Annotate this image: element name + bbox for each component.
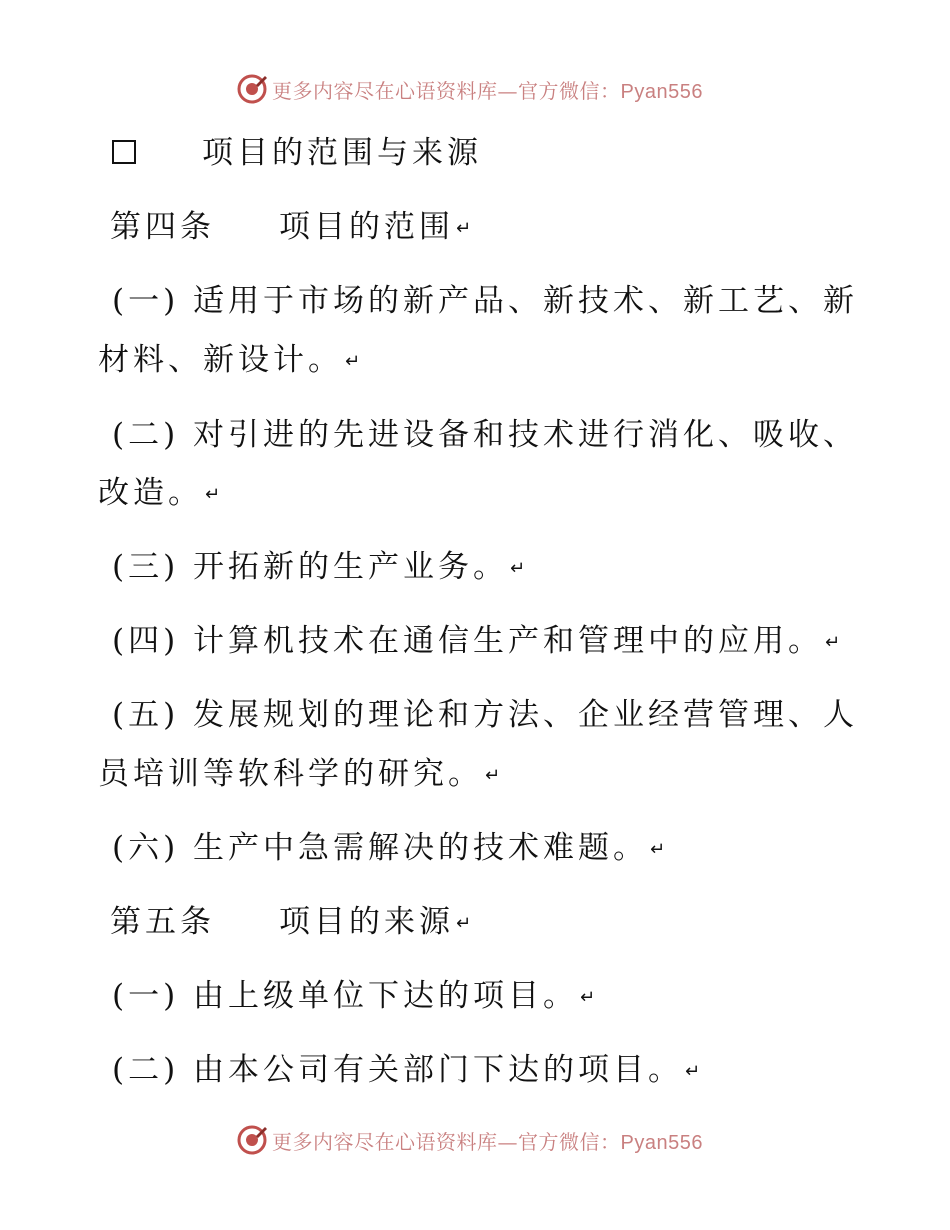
list-item-continuation: 材料、新设计。 ↵: [98, 342, 361, 378]
list-item: (二) 由本公司有关部门下达的项目。 ↵: [112, 1052, 701, 1088]
article-5-heading: 第五条 项目的来源 ↵: [110, 904, 472, 940]
paragraph-mark-icon: ↵: [345, 351, 361, 372]
list-item: (一) 适用于市场的新产品、新技术、新工艺、新: [112, 283, 859, 319]
paragraph-mark-icon: ↵: [510, 558, 526, 579]
list-item-continuation: 员培训等软科学的研究。 ↵: [98, 756, 501, 792]
paragraph-mark-icon: ↵: [580, 987, 596, 1008]
empty-checkbox-icon: [112, 140, 136, 164]
list-item: (三) 开拓新的生产业务。 ↵: [112, 549, 526, 585]
list-item: (四) 计算机技术在通信生产和管理中的应用。 ↵: [112, 623, 841, 659]
watermark-text: 更多内容尽在心语资料库—官方微信：Pyan556: [272, 79, 703, 103]
pen-seal-icon: [236, 1124, 268, 1156]
list-item: (六) 生产中急需解决的技术难题。 ↵: [112, 830, 666, 866]
list-item: (一) 由上级单位下达的项目。 ↵: [112, 978, 596, 1014]
paragraph-mark-icon: ↵: [456, 218, 472, 239]
list-item: (二) 对引进的先进设备和技术进行消化、吸收、: [112, 417, 859, 453]
list-item-continuation: 改造。 ↵: [98, 475, 221, 511]
paragraph-mark-icon: ↵: [685, 1061, 701, 1082]
footer-watermark: [0, 1120, 950, 1160]
paragraph-mark-icon: ↵: [825, 632, 841, 653]
section-heading: 项目的范围与来源: [112, 127, 482, 172]
paragraph-mark-icon: ↵: [650, 839, 666, 860]
list-item: (五) 发展规划的理论和方法、企业经营管理、人: [112, 697, 859, 733]
paragraph-mark-icon: ↵: [456, 913, 472, 934]
watermark-text: 更多内容尽在心语资料库—官方微信：Pyan556: [272, 1130, 703, 1154]
header-watermark: [0, 69, 950, 109]
article-4-heading: 第四条 项目的范围 ↵: [110, 209, 472, 245]
paragraph-mark-icon: ↵: [485, 765, 501, 786]
paragraph-mark-icon: ↵: [205, 484, 221, 505]
pen-seal-icon: [236, 73, 268, 105]
